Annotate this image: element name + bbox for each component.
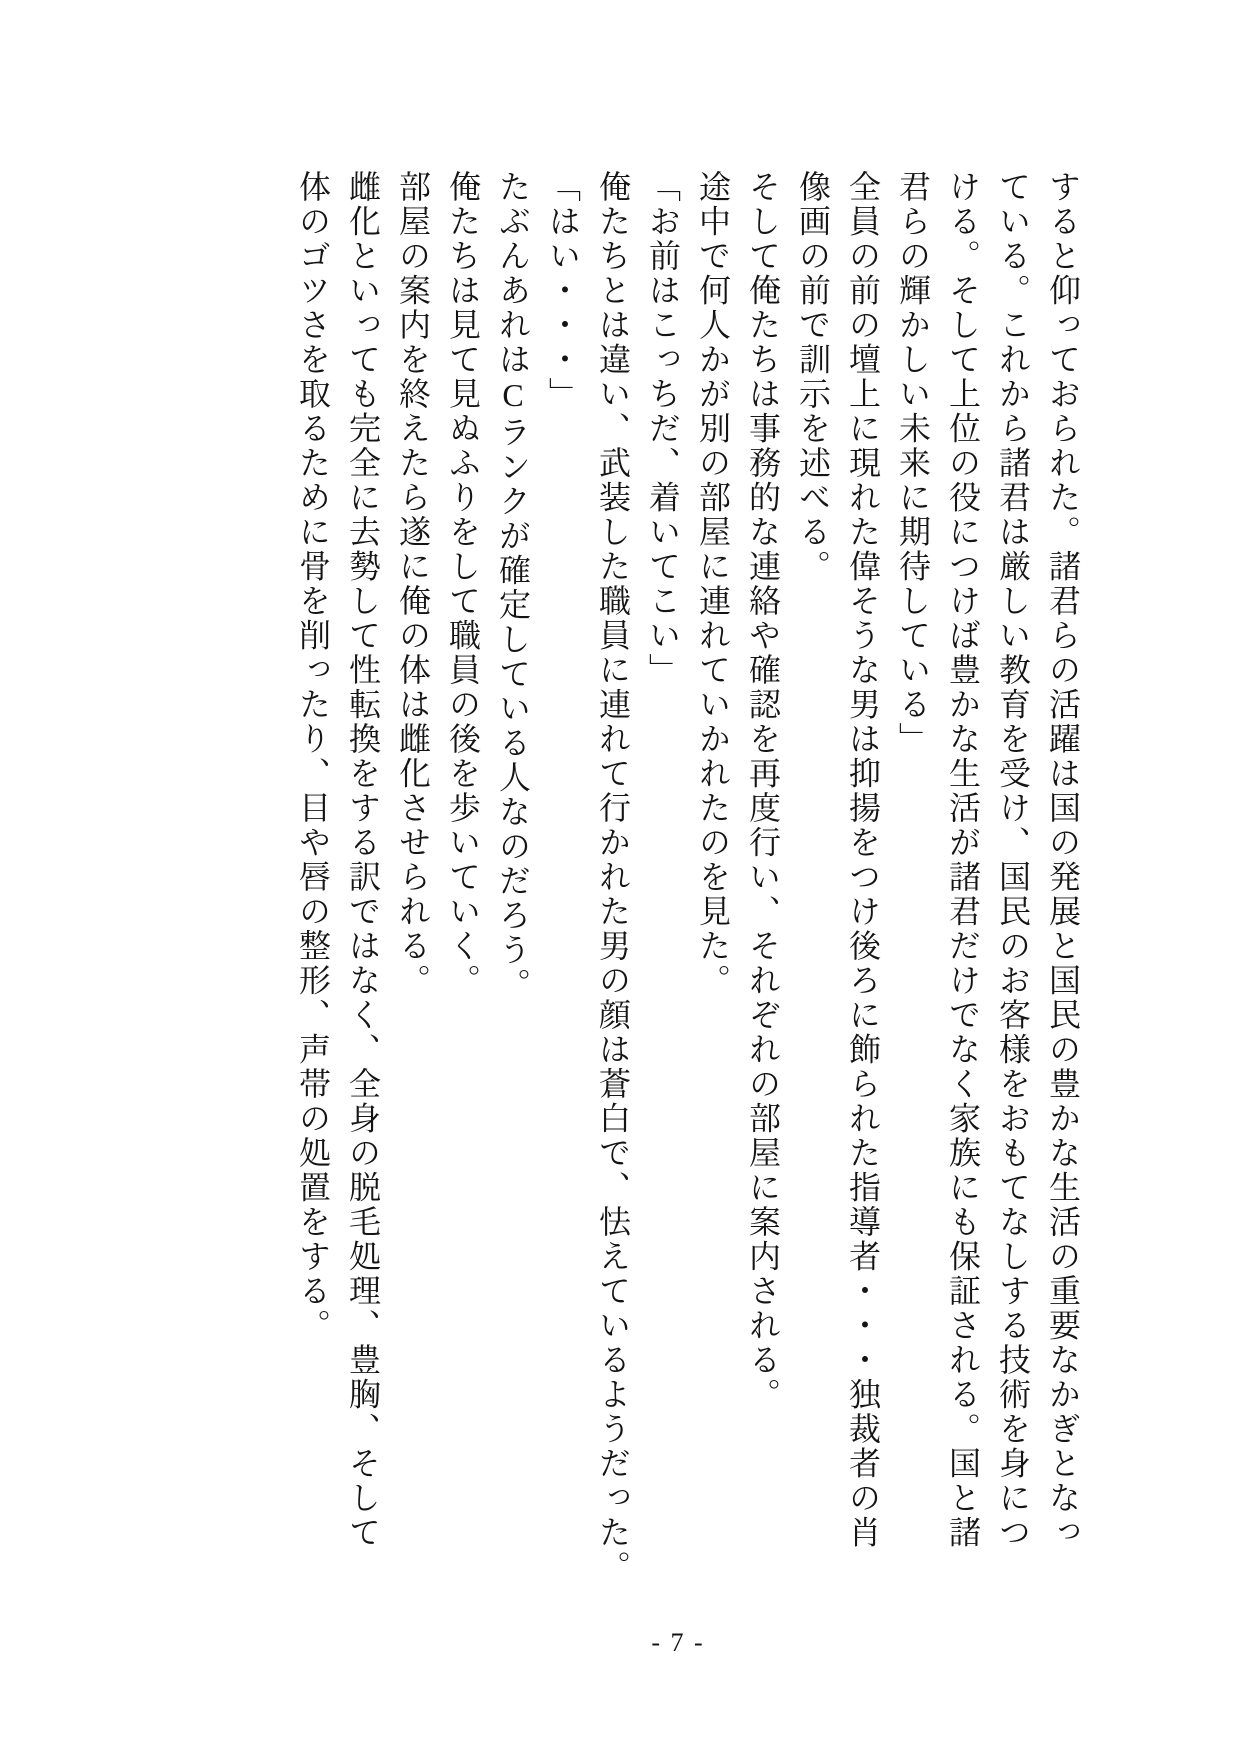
text-line: 俺たちは見て見ぬふりをして職員の後を歩いていく。 bbox=[445, 170, 481, 998]
text-line: 俺たちとは違い、武装した職員に連れて行かれた男の顔は蒼白で、怯えているようだった。 bbox=[595, 170, 631, 1585]
text-line: 全員の前の壇上に現れた偉そうな男は抑揚をつけ後ろに飾られた指導者・・・独裁者の肖 bbox=[845, 170, 881, 1550]
text-line: ている。これから諸君は厳しい教育を受け、国民のお客様をおもてなしする技術を身につ bbox=[995, 170, 1031, 1550]
text-line: 像画の前で訓示を述べる。 bbox=[795, 170, 831, 584]
text-line: たぶんあれはCランクが確定している人なのだろう。 bbox=[495, 170, 531, 1002]
text-line: 「はい・・・」 bbox=[545, 170, 581, 412]
text-line: 体のゴツさを取るために骨を削ったり、目や唇の整形、声帯の処置をする。 bbox=[295, 170, 331, 1343]
text-line: 途中で何人かが別の部屋に連れていかれたのを見た。 bbox=[695, 170, 731, 998]
text-line: ける。そして上位の役につけば豊かな生活が諸君だけでなく家族にも保証される。国と諸 bbox=[945, 170, 981, 1550]
text-line: 雌化といっても完全に去勢して性転換をする訳ではなく、全身の脱毛処理、豊胸、そして bbox=[345, 170, 381, 1550]
text-line: 君らの輝かしい未来に期待している」 bbox=[895, 170, 931, 757]
text-line: すると仰っておられた。諸君らの活躍は国の発展と国民の豊かな生活の重要なかぎとなっ bbox=[1045, 170, 1081, 1550]
page-number: - 7 - bbox=[651, 1628, 705, 1657]
text-line: 部屋の案内を終えたら遂に俺の体は雌化させられる。 bbox=[395, 170, 431, 998]
text-block bbox=[280, 170, 1088, 1610]
text-line: そして俺たちは事務的な連絡や確認を再度行い、それぞれの部屋に案内される。 bbox=[745, 170, 781, 1412]
text-line: 「お前はこっちだ、着いてこい」 bbox=[645, 170, 681, 688]
